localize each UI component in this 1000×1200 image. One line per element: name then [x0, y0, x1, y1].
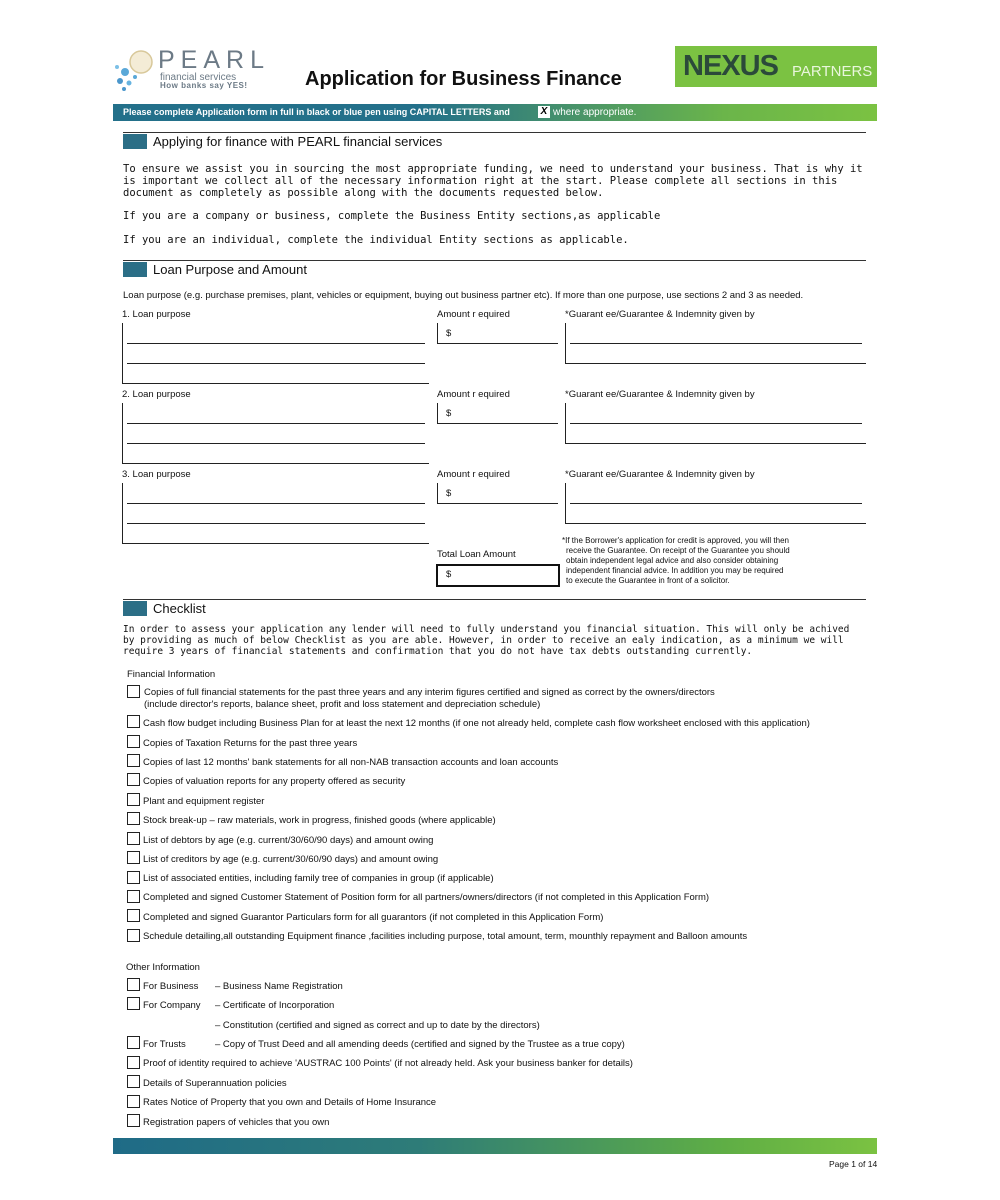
checklist-item-label: Plant and equipment register — [143, 796, 265, 807]
section-divider — [123, 599, 866, 600]
individual-entity-note: If you are an individual, complete the individual Entity sections as applicable. — [123, 234, 629, 246]
checklist-item-label: Stock break-up – raw materials, work in progress, finished goods (where applicable) — [143, 815, 496, 826]
other-information-heading: Other Information — [126, 962, 200, 973]
loan-purpose-field-border — [122, 323, 123, 384]
section-divider — [123, 132, 866, 133]
checkbox[interactable] — [127, 793, 140, 806]
total-loan-amount-input[interactable] — [436, 564, 560, 587]
checklist-item-label: Copies of valuation reports for any property offered as security — [143, 776, 406, 787]
pearl-tagline: How banks say YES! — [160, 81, 248, 90]
checklist-item-label: List of debtors by age (e.g. current/30/60/90 days) and amount owing — [143, 835, 434, 846]
other-item-label: Rates Notice of Property that you own and Details of Home Insurance — [143, 1097, 437, 1108]
currency-symbol: $ — [446, 569, 452, 580]
checkbox[interactable] — [127, 978, 140, 991]
checklist-item-label: List of creditors by age (e.g. current/30/60/90 days) and amount owing — [143, 854, 439, 865]
loan-purpose-field-border — [122, 403, 123, 464]
currency-symbol: $ — [446, 408, 452, 419]
section-title-applying: Applying for finance with PEARL financial services — [153, 134, 443, 149]
loan-purpose-label-1: 1. Loan purpose — [122, 309, 191, 320]
loan-purpose-input-3c[interactable] — [122, 543, 429, 544]
loan-purpose-input-1b[interactable] — [127, 363, 425, 364]
checkbox[interactable] — [127, 1056, 140, 1069]
checkbox[interactable] — [127, 685, 140, 698]
amount-field-border — [437, 483, 438, 504]
amount-required-label-2: Amount r equired — [437, 389, 510, 400]
loan-purpose-input-2c[interactable] — [122, 463, 429, 464]
checklist-item-label: Copies of Taxation Returns for the past three years — [143, 738, 358, 749]
loan-purpose-input-2a[interactable] — [127, 423, 425, 424]
checkbox[interactable] — [127, 1114, 140, 1127]
checkbox[interactable] — [127, 812, 140, 825]
guarantee-input-2b[interactable] — [565, 443, 866, 444]
amount-field-border — [437, 323, 438, 344]
guarantee-label-2: *Guarant ee/Guarantee & Indemnity given by — [565, 389, 755, 400]
checkbox[interactable] — [127, 832, 140, 845]
loan-purpose-input-3b[interactable] — [127, 523, 425, 524]
section-title-checklist: Checklist — [153, 601, 206, 616]
checklist-item-label: Copies of last 12 months' bank statements for all non-NAB transaction accounts and loan accounts — [143, 757, 559, 768]
amount-required-label-1: Amount r equired — [437, 309, 510, 320]
guarantee-label-1: *Guarant ee/Guarantee & Indemnity given by — [565, 309, 755, 320]
guarantee-input-1b[interactable] — [565, 363, 866, 364]
guarantee-footnote — [562, 536, 812, 586]
amount-required-input-2[interactable] — [437, 423, 558, 424]
guarantee-input-3a[interactable] — [570, 503, 862, 504]
checklist-intro: In order to assess your application any lender will need to fully understand you financial situation. This will only be achived by providing as much of below Checklist as you are able. However, in order to receive an ealy indication, as a minimum we will require 3 years of financial statements and confirmation that you do not have tax debts outstanding currently. — [123, 624, 850, 657]
other-item-detail: – Certificate of Incorporation — [215, 1000, 335, 1011]
guarantee-input-1a[interactable] — [570, 343, 862, 344]
loan-purpose-field-border — [122, 483, 123, 544]
amount-required-label-3: Amount r equired — [437, 469, 510, 480]
currency-symbol: $ — [446, 328, 452, 339]
checkbox[interactable] — [127, 754, 140, 767]
footnote-line: *If the Borrower's application for credit is approved, you will then — [562, 536, 789, 545]
other-item-label: For Company — [143, 1000, 201, 1011]
footnote-line: independent financial advice. In addition you may be required — [566, 566, 784, 575]
nexus-wordmark: NEXUS — [683, 50, 778, 82]
checkbox[interactable] — [127, 773, 140, 786]
nexus-partners-wordmark: PARTNERS — [792, 63, 873, 80]
guarantee-input-3b[interactable] — [565, 523, 866, 524]
section-divider — [123, 260, 866, 261]
pearl-wordmark: PEARL — [158, 46, 270, 74]
currency-symbol: $ — [446, 488, 452, 499]
page-number: Page 1 of 14 — [829, 1159, 878, 1169]
footnote-line: obtain independent legal advice and also consider obtaining — [566, 556, 779, 565]
banner-text: Please complete Application form in full in black or blue pen using CAPITAL LETTERS and — [123, 107, 510, 117]
checklist-item-sublabel: (include director's reports, balance sheet, profit and loss statement and depreciation schedule) — [144, 699, 541, 710]
financial-information-heading: Financial Information — [127, 669, 216, 680]
other-item-detail: – Business Name Registration — [215, 981, 343, 992]
section-marker — [123, 601, 147, 616]
checklist-item-label: Completed and signed Customer Statement of Position form for all partners/owners/directors (if not completed in this Application Form) — [143, 892, 710, 903]
checklist-item-label: Schedule detailing,all outstanding Equipment finance ,facilities including purpose, total amount, term, mounthly repayment and Balloon amounts — [143, 931, 748, 942]
section-marker — [123, 262, 147, 277]
checkbox[interactable] — [127, 1036, 140, 1049]
checkbox[interactable] — [127, 929, 140, 942]
footnote-line: receive the Guarantee. On receipt of the Guarantee you should — [566, 546, 790, 555]
guarantee-label-3: *Guarant ee/Guarantee & Indemnity given by — [565, 469, 755, 480]
loan-purpose-input-1c[interactable] — [122, 383, 429, 384]
other-item-label: For Trusts — [143, 1039, 186, 1050]
checklist-item-label: List of associated entities, including family tree of companies in group (if applicable) — [143, 873, 494, 884]
loan-purpose-intro: Loan purpose (e.g. purchase premises, plant, vehicles or equipment, buying out business partner etc). If more than one purpose, use sections 2 and 3 as needed. — [123, 290, 804, 301]
checkbox[interactable] — [127, 909, 140, 922]
pearl-subtitle: financial services — [160, 72, 237, 83]
page-title: Application for Business Finance — [305, 68, 622, 90]
checkbox[interactable] — [127, 735, 140, 748]
amount-required-input-1[interactable] — [437, 343, 558, 344]
amount-required-input-3[interactable] — [437, 503, 558, 504]
checkbox[interactable] — [127, 851, 140, 864]
loan-purpose-input-3a[interactable] — [127, 503, 425, 504]
checkbox[interactable] — [127, 871, 140, 884]
checkbox[interactable] — [127, 1075, 140, 1088]
other-item-detail: – Copy of Trust Deed and all amending deeds (certified and signed by the Trustee as a true copy) — [215, 1039, 625, 1050]
guarantee-field-border — [565, 323, 566, 364]
checkbox[interactable] — [127, 1095, 140, 1108]
loan-purpose-label-2: 2. Loan purpose — [122, 389, 191, 400]
footnote-line: to execute the Guarantee in front of a solicitor. — [566, 576, 730, 585]
other-item-detail: – Constitution (certified and signed as correct and up to date by the directors) — [215, 1020, 540, 1031]
guarantee-field-border — [565, 403, 566, 444]
checkbox[interactable] — [127, 890, 140, 903]
intro-paragraph: To ensure we assist you in sourcing the most appropriate funding, we need to understand your business. That is why it is important we collect all of the necessary information right at the start. Please complete all sections in this document as completely as possible along with the documents requested below. — [123, 163, 863, 199]
other-item-label: Proof of identity required to achieve 'AUSTRAC 100 Points' (if not already held. Ask your business banker for details) — [143, 1058, 633, 1069]
guarantee-input-2a[interactable] — [570, 423, 862, 424]
checklist-item-label: Copies of full financial statements for the past three years and any interim figures certified and signed as correct by the owners/directors — [144, 687, 715, 698]
pearl-bubbles-icon — [113, 45, 159, 95]
checklist-item-label: Cash flow budget including Business Plan for at least the next 12 months (if one not already held, complete cash flow worksheet enclosed with this application) — [143, 718, 810, 729]
banner-text-end: where appropriate. — [553, 107, 637, 118]
other-item-label: Registration papers of vehicles that you own — [143, 1117, 330, 1128]
checkbox[interactable] — [127, 715, 140, 728]
business-entity-note: If you are a company or business, complete the Business Entity sections,as applicable — [123, 210, 661, 222]
amount-field-border — [437, 403, 438, 424]
loan-purpose-input-1a[interactable] — [127, 343, 425, 344]
loan-purpose-input-2b[interactable] — [127, 443, 425, 444]
guarantee-field-border — [565, 483, 566, 524]
section-title-loan-purpose: Loan Purpose and Amount — [153, 262, 307, 277]
other-item-label: For Business — [143, 981, 199, 992]
checklist-item-label: Completed and signed Guarantor Particulars form for all guarantors (if not completed in this Application Form) — [143, 912, 604, 923]
checkbox[interactable] — [127, 997, 140, 1010]
loan-purpose-label-3: 3. Loan purpose — [122, 469, 191, 480]
footer-bar — [113, 1138, 877, 1154]
section-marker — [123, 134, 147, 149]
total-loan-amount-label: Total Loan Amount — [437, 549, 516, 560]
x-mark-icon: X — [538, 106, 550, 118]
other-item-label: Details of Superannuation policies — [143, 1078, 287, 1089]
